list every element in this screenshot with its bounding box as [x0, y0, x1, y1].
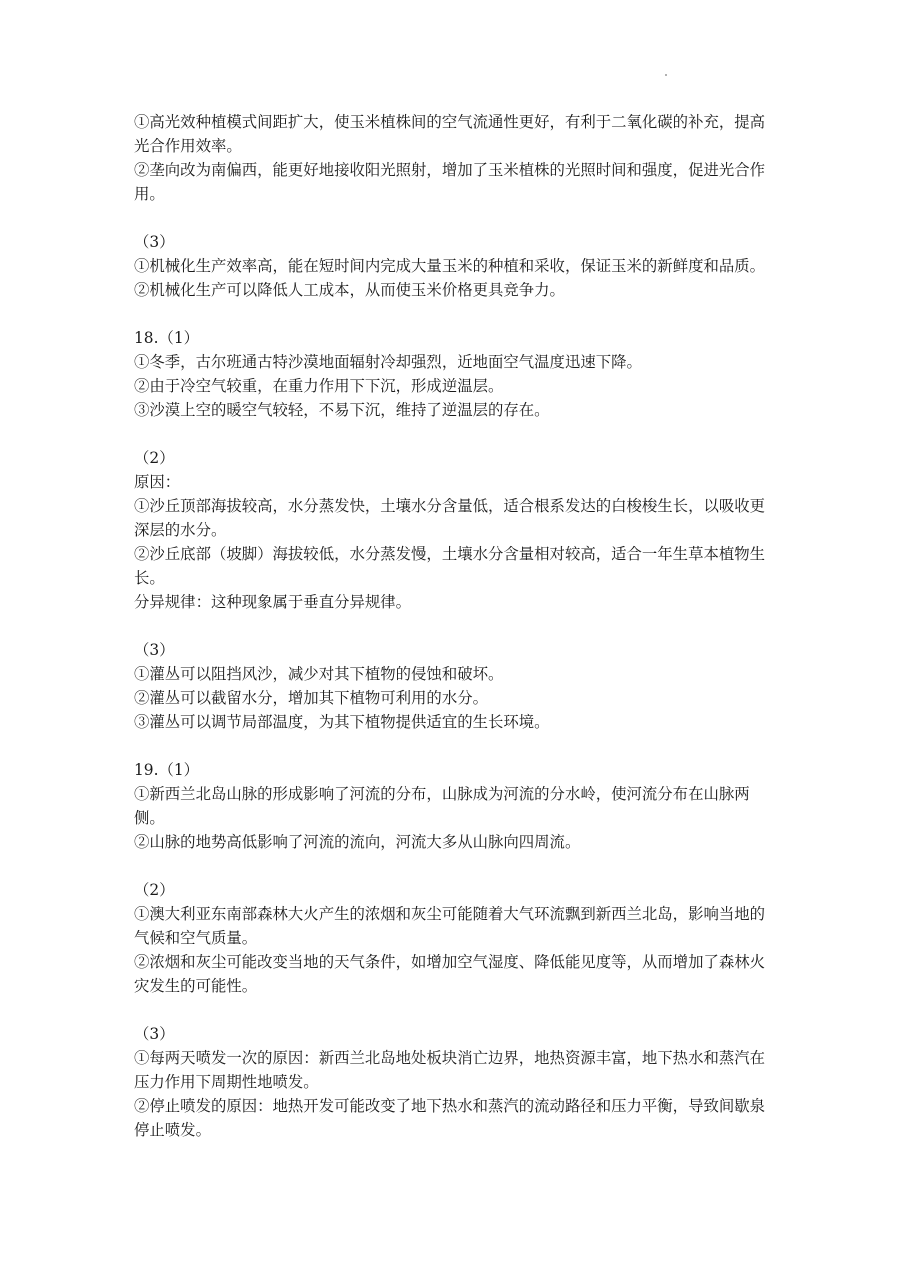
text-line: ③沙漠上空的暖空气较轻，不易下沉，维持了逆温层的存在。	[134, 401, 550, 419]
text-line: ①沙丘顶部海拔较高，水分蒸发快，土壤水分含量低，适合根系发达的白梭梭生长，以吸收更深层的水分。	[134, 497, 766, 539]
paragraph-gap	[134, 734, 774, 758]
text-line: ①高光效种植模式间距扩大，使玉米植株间的空气流通性更好，有利于二氧化碳的补充，提高光合作用效率。	[134, 113, 766, 155]
text-line: ①澳大利亚东南部森林大火产生的浓烟和灰尘可能随着大气环流飘到新西兰北岛，影响当地的气候和空气质量。	[134, 905, 766, 947]
text-line: ①灌丛可以阻挡风沙，减少对其下植物的侵蚀和破坏。	[134, 665, 504, 683]
paragraph-gap	[134, 998, 774, 1022]
answer-document	[134, 110, 774, 1142]
text-line: （3）	[134, 641, 175, 659]
paragraph-gap	[134, 206, 774, 230]
paragraph-gap	[134, 422, 774, 446]
text-line: （3）	[134, 1025, 175, 1043]
text-line: （2）	[134, 881, 175, 899]
text-line: ③灌丛可以调节局部温度，为其下植物提供适宜的生长环境。	[134, 713, 550, 731]
text-line: ②沙丘底部（坡脚）海拔较低，水分蒸发慢，土壤水分含量相对较高，适合一年生草本植物生长。	[134, 545, 766, 587]
text-line: ①新西兰北岛山脉的形成影响了河流的分布，山脉成为河流的分水岭，使河流分布在山脉两侧。	[134, 785, 750, 827]
text-line: ①每两天喷发一次的原因：新西兰北岛地处板块消亡边界，地热资源丰富，地下热水和蒸汽在压力作用下周期性地喷发。	[134, 1049, 766, 1091]
text-line: ②浓烟和灰尘可能改变当地的天气条件，如增加空气湿度、降低能见度等，从而增加了森林火灾发生的可能性。	[134, 953, 766, 995]
page-mark	[665, 74, 667, 76]
text-line: ②由于冷空气较重，在重力作用下下沉，形成逆温层。	[134, 377, 504, 395]
paragraph-gap	[134, 614, 774, 638]
text-line: ②灌丛可以截留水分，增加其下植物可利用的水分。	[134, 689, 488, 707]
text-line: ①冬季，古尔班通古特沙漠地面辐射冷却强烈，近地面空气温度迅速下降。	[134, 353, 642, 371]
text-line: 18.（1）	[134, 329, 200, 347]
text-line: 原因：	[134, 473, 181, 491]
paragraph-gap	[134, 854, 774, 878]
text-line: （3）	[134, 233, 175, 251]
text-line: ②山脉的地势高低影响了河流的流向，河流大多从山脉向四周流。	[134, 833, 581, 851]
text-line: （2）	[134, 449, 175, 467]
text-line: 分异规律：这种现象属于垂直分异规律。	[134, 593, 412, 611]
paragraph-gap	[134, 302, 774, 326]
text-line: ①机械化生产效率高，能在短时间内完成大量玉米的种植和采收，保证玉米的新鲜度和品质。	[134, 257, 766, 275]
text-line: ②停止喷发的原因：地热开发可能改变了地下热水和蒸汽的流动路径和压力平衡，导致间歇泉停止喷发。	[134, 1097, 766, 1139]
text-line: ②垄向改为南偏西，能更好地接收阳光照射，增加了玉米植株的光照时间和强度，促进光合作用。	[134, 161, 766, 203]
text-line: 19.（1）	[134, 761, 200, 779]
text-line: ②机械化生产可以降低人工成本，从而使玉米价格更具竞争力。	[134, 281, 565, 299]
